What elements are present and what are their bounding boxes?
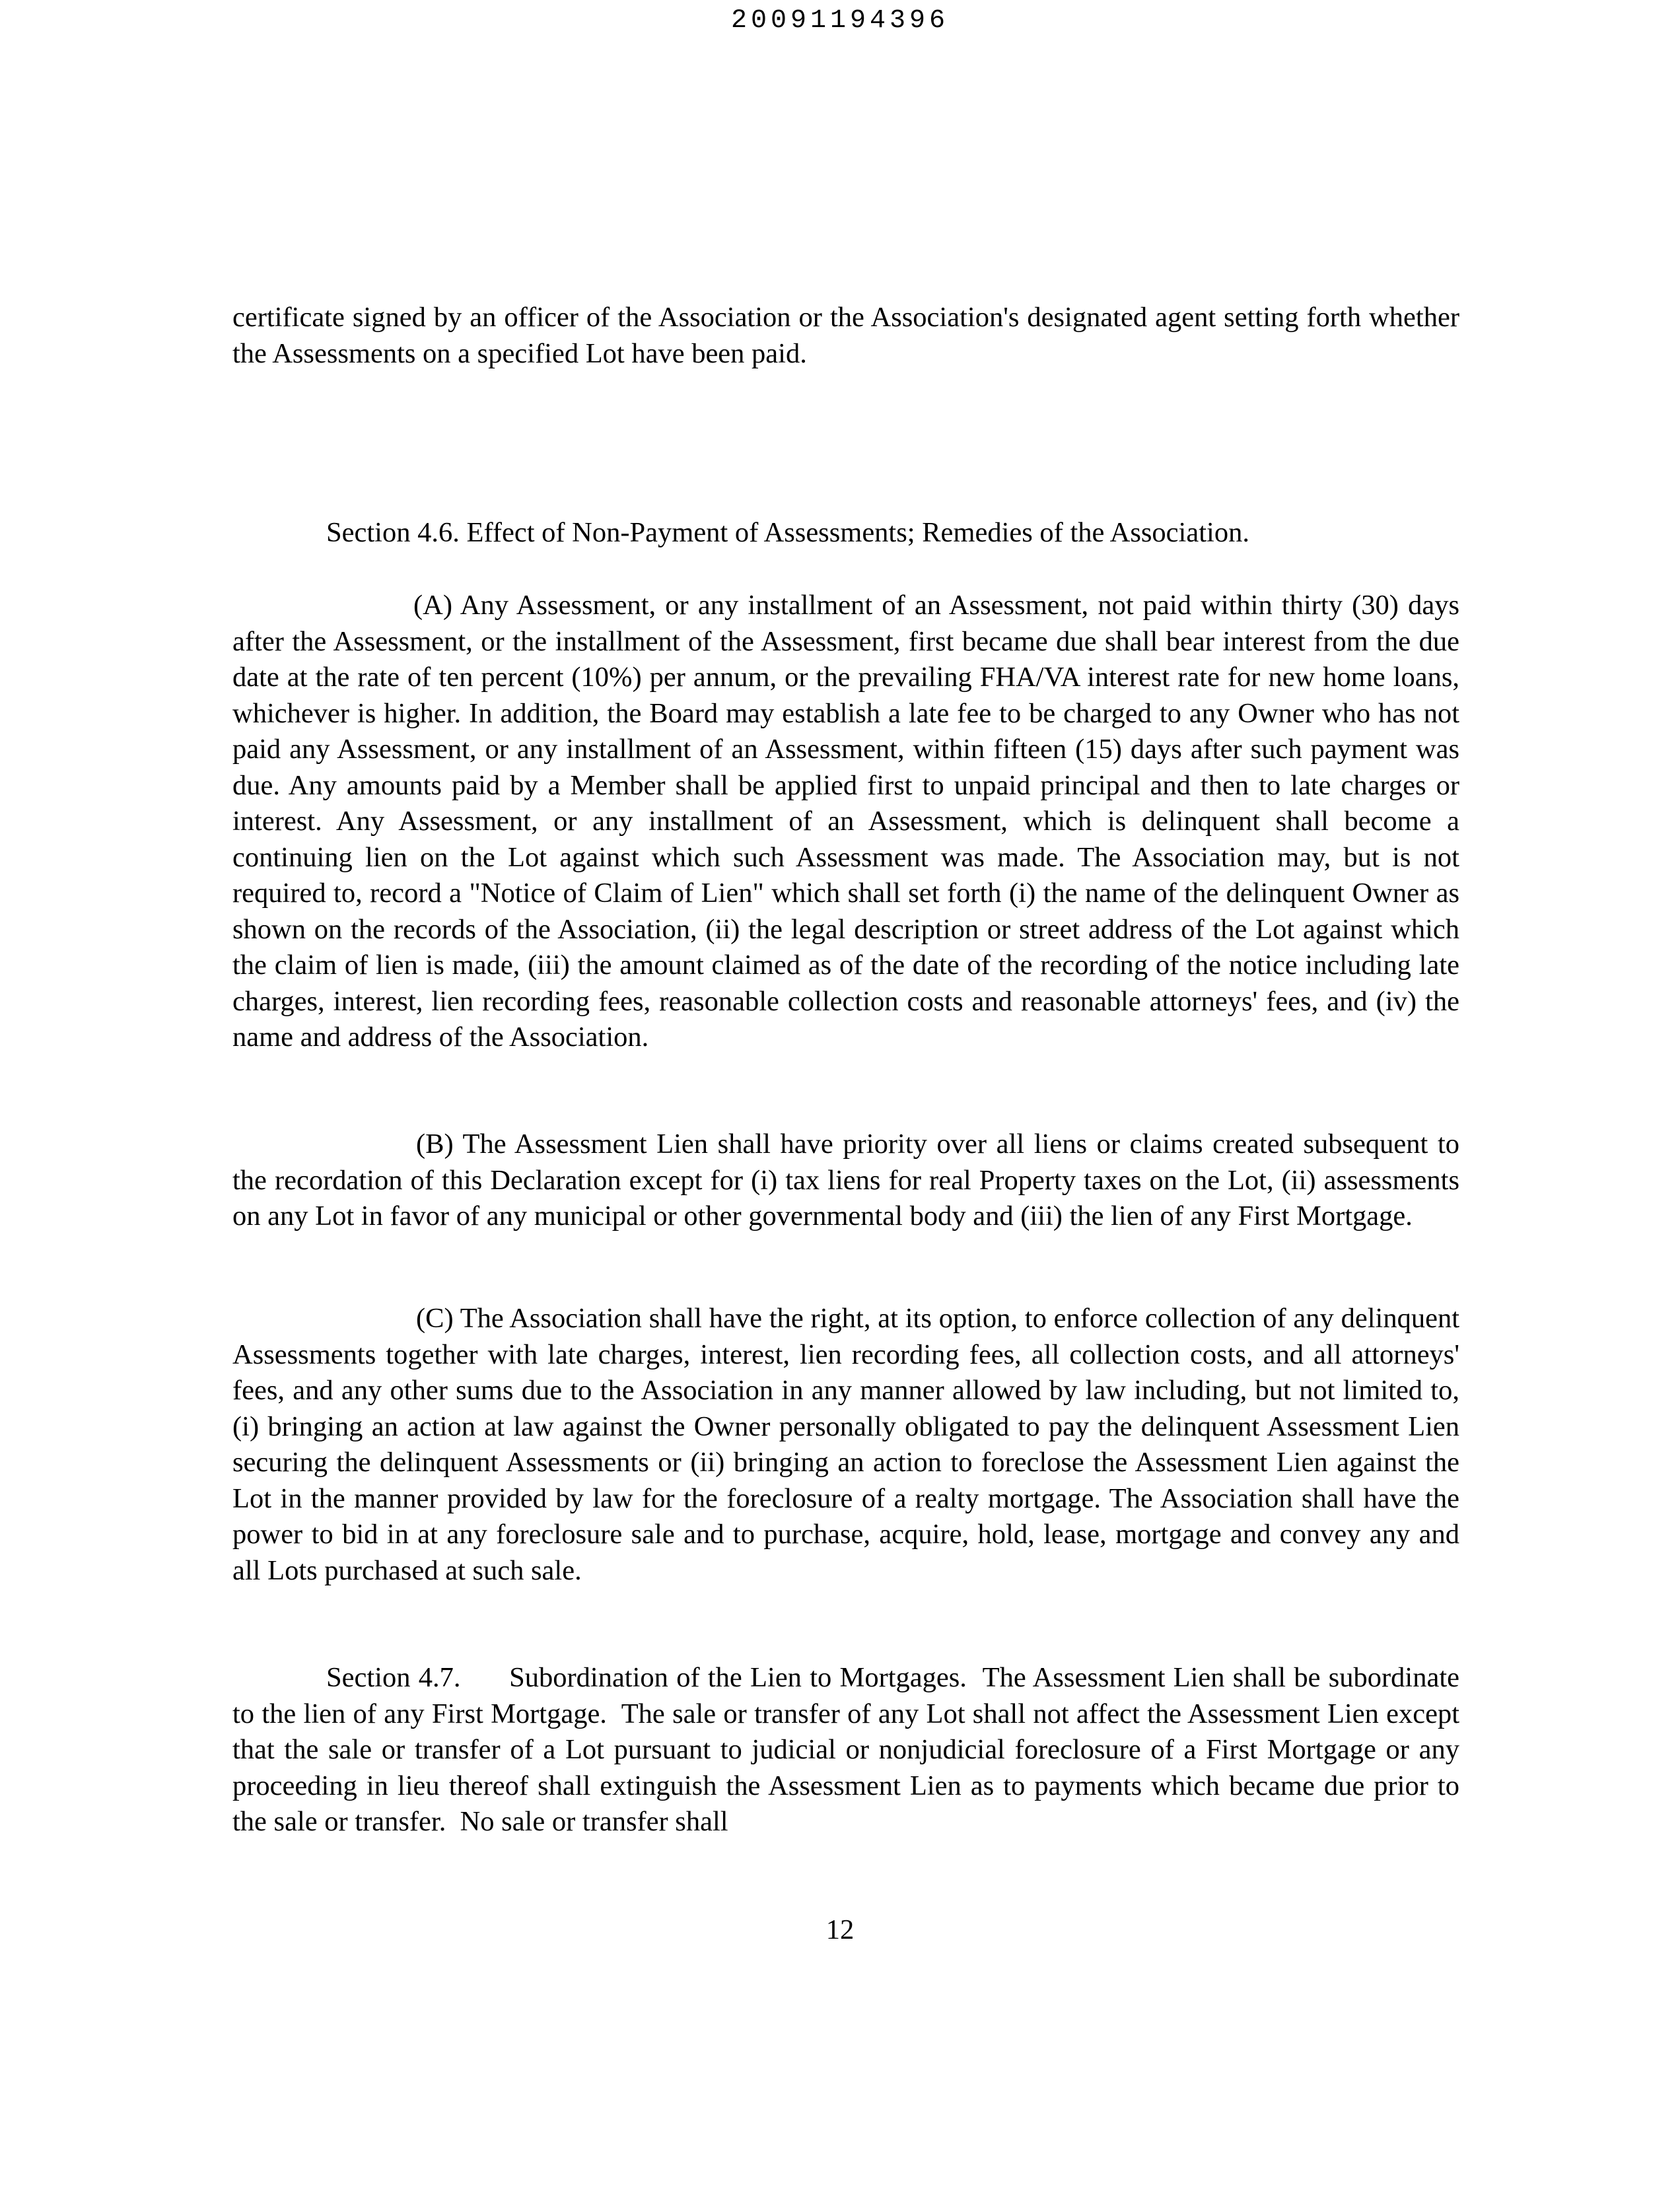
paragraph-c: (C) The Association shall have the right, at its option, to enforce collection of any delinquent Assessments together with late charges, interest, lien recording fees, all collection costs, and all attorneys' fees, and any other sums due to the Association in any manner allowed by law including, but not limited to, (i) bringing an action at law against the Owner personally obligated to pay the delinquent Assessment Lien securing the delinquent Assessments or (ii) bringing an action to foreclose the Assessment Lien against the Lot in the manner provided by law for the foreclosure of a realty mortgage. The Association shall have the power to bid in at any foreclosure sale and to purchase, acquire, hold, lease, mortgage and convey any and all Lots purchased at such sale. bbox=[232, 1303, 1459, 1586]
paragraph-b: (B) The Assessment Lien shall have priority over all liens or claims created subsequent to the recordation of this Declaration except for (i) tax liens for real Property taxes on the Lot, (ii) assessments on any Lot in favor of any municipal or other governmental body and (iii) the lien of any First Mortgage. bbox=[232, 1128, 1459, 1232]
continuation-paragraph: certificate signed by an officer of the Association or the Association's designated agent setting forth whether the Assessments on a specified Lot have been paid. bbox=[232, 302, 1459, 369]
paragraph-a: (A) Any Assessment, or any installment of an Assessment, not paid within thirty (30) days after the Assessment, or the installment of the Assessment, first became due shall bear interest from the due date at the rate of ten percent (10%) per annum, or the prevailing FHA/VA interest rate for new home loans, whichever is higher. In addition, the Board may establish a late fee to be charged to any Owner who has not paid any Assessment, or any installment of an Assessment, within fifteen (15) days after such payment was due. Any amounts paid by a Member shall be applied first to unpaid principal and then to late charges or interest. Any Assessment, or any installment of an Assessment, which is delinquent shall become a continuing lien on the Lot against which such Assessment was made. The Association may, but is not required to, record a "Notice of Claim of Lien" which shall set forth (i) the name of the delinquent Owner as shown on the records of the Association, (ii) the legal description or street address of the Lot against which the claim of lien is made, (iii) the amount claimed as of the date of the recording of the notice including late charges, interest, lien recording fees, reasonable collection costs and reasonable attorneys' fees, and (iv) the name and address of the Association. bbox=[232, 590, 1459, 1053]
document-number: 20091194396 bbox=[730, 6, 950, 36]
section-4-6-heading: Section 4.6. Effect of Non-Payment of Assessments; Remedies of the Association. bbox=[326, 517, 1249, 548]
page-number: 12 bbox=[825, 1914, 855, 1945]
section-4-7-paragraph: Section 4.7. Subordination of the Lien to Mortgages. The Assessment Lien shall be subordinate to the lien of any First Mortgage. The sale or transfer of any Lot shall not affect the Assessment Lien except that the sale or transfer of a Lot pursuant to judicial or nonjudicial foreclosure of a First Mortgage or any proceeding in lieu thereof shall extinguish the Assessment Lien as to payments which became due prior to the sale or transfer. No sale or transfer shall bbox=[232, 1662, 1467, 1837]
